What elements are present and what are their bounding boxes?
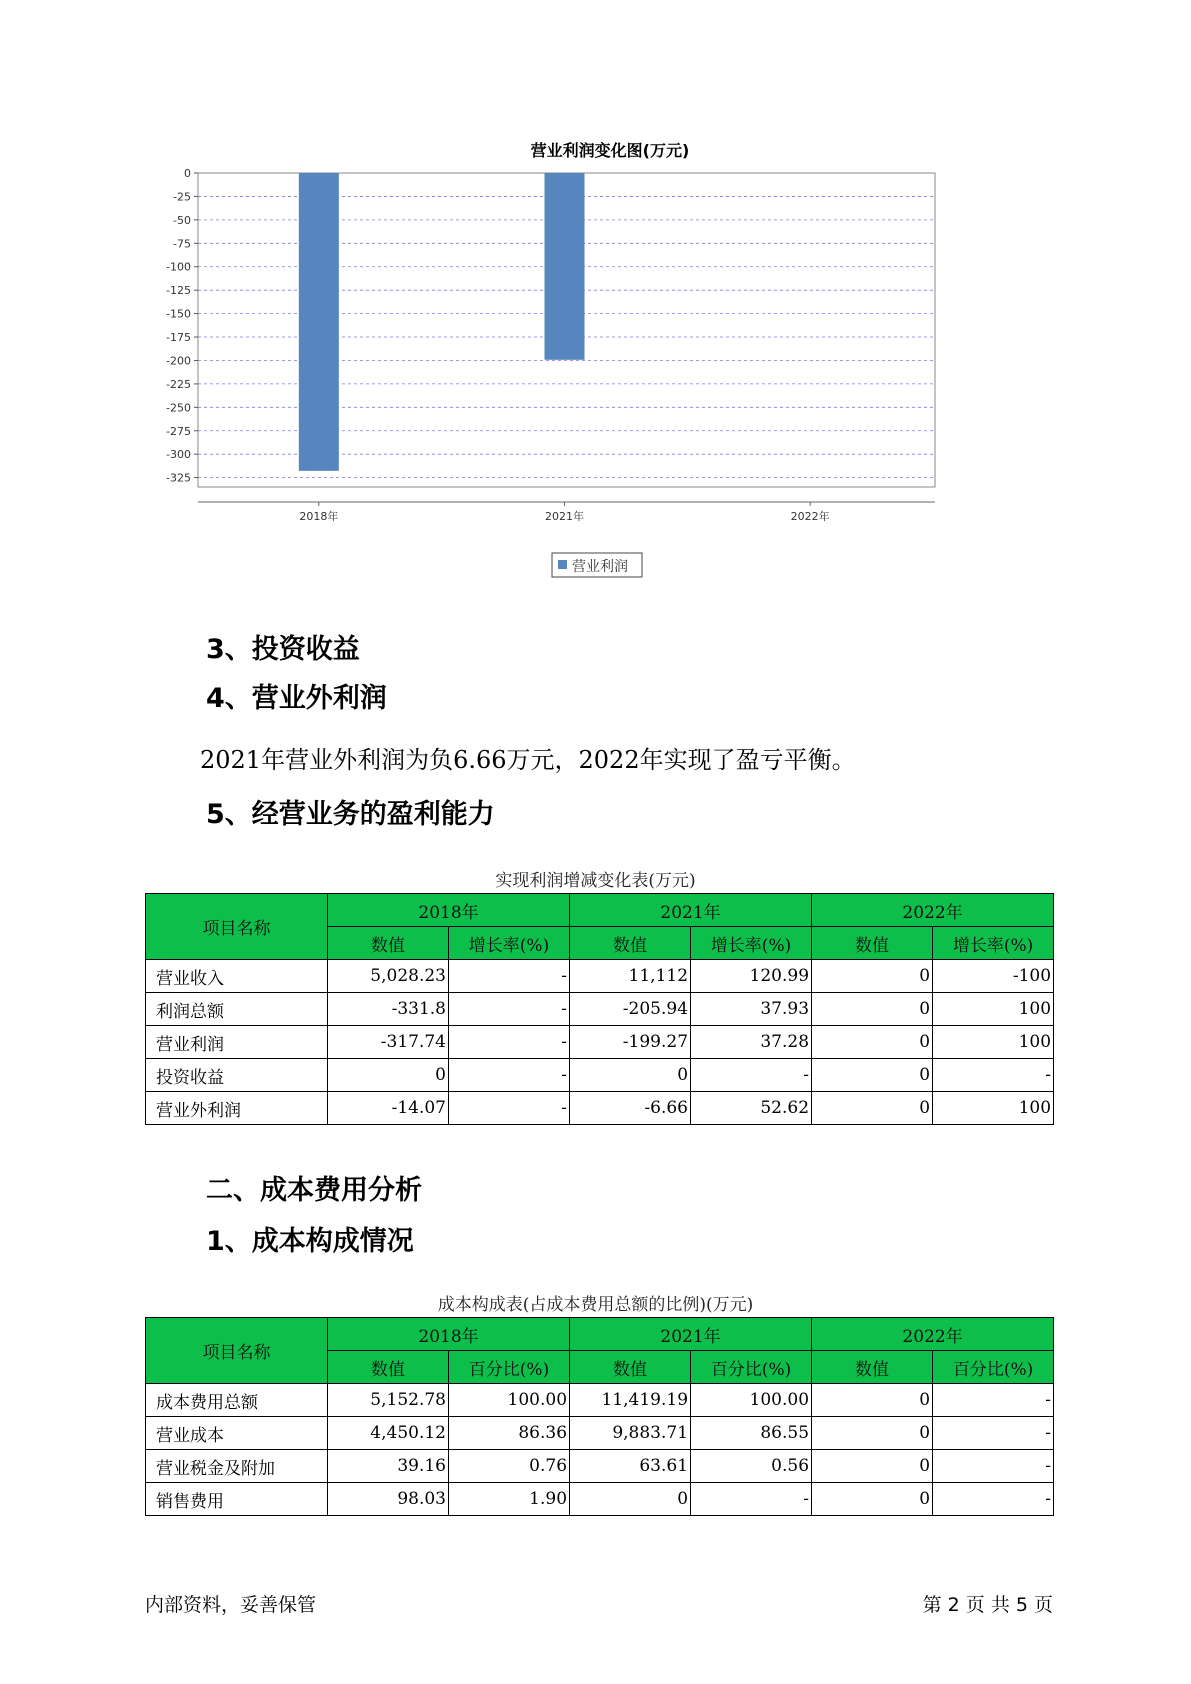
y-tick-label: -300: [166, 448, 191, 462]
y-tick-label: -25: [173, 190, 191, 204]
row-label: 销售费用: [146, 1483, 328, 1516]
operating-profit-chart: [150, 130, 1030, 600]
subheader: 增长率(%): [933, 927, 1054, 960]
y-tick-label: -75: [173, 237, 191, 251]
year-header: 2018年: [328, 894, 570, 927]
table-cell: 39.16: [328, 1450, 449, 1483]
table-cell: -: [933, 1483, 1054, 1516]
y-tick-label: 0: [184, 167, 191, 180]
table-cell: 5,028.23: [328, 960, 449, 993]
subheader: 增长率(%): [449, 927, 570, 960]
y-tick-label: -225: [166, 377, 191, 391]
cost-table-caption: 成本构成表(占成本费用总额的比例)(万元): [437, 1295, 754, 1315]
page-number: 第 2 页 共 5 页: [922, 1594, 1053, 1616]
x-tick-label: 2018年: [299, 510, 339, 523]
table-cell: 52.62: [691, 1092, 812, 1125]
table-cell: -317.74: [328, 1026, 449, 1059]
table-cell: -205.94: [570, 993, 691, 1026]
row-label: 投资收益: [146, 1059, 328, 1092]
row-label: 营业利润: [146, 1026, 328, 1059]
y-tick-label: -175: [166, 331, 191, 345]
table-cell: 63.61: [570, 1450, 691, 1483]
row-label: 营业收入: [146, 960, 328, 993]
cost-table: [145, 1317, 1054, 1516]
table-cell: 0: [812, 1059, 933, 1092]
table-cell: 0: [812, 960, 933, 993]
heading-investment-income: 3、投资收益: [206, 634, 360, 665]
y-tick-label: -200: [166, 354, 191, 368]
table-cell: 0.56: [691, 1450, 812, 1483]
table-cell: 98.03: [328, 1483, 449, 1516]
table-cell: -100: [933, 960, 1054, 993]
y-axis: [166, 167, 198, 485]
table-cell: 100: [933, 1092, 1054, 1125]
table-cell: 86.55: [691, 1417, 812, 1450]
subheader: 数值: [570, 927, 691, 960]
table-cell: -6.66: [570, 1092, 691, 1125]
bar: [299, 173, 339, 471]
table-cell: 100.00: [691, 1384, 812, 1417]
table-cell: -: [691, 1483, 812, 1516]
y-tick-label: -250: [166, 401, 191, 415]
table-cell: 11,419.19: [570, 1384, 691, 1417]
table-row: [146, 1483, 1054, 1516]
profit-table-body: [146, 960, 1054, 1125]
row-label: 成本费用总额: [146, 1384, 328, 1417]
table-cell: 5,152.78: [328, 1384, 449, 1417]
table-cell: 1.90: [449, 1483, 570, 1516]
table-row: [146, 1384, 1054, 1417]
table-cell: -: [449, 1092, 570, 1125]
row-label: 营业税金及附加: [146, 1450, 328, 1483]
table-cell: -: [933, 1384, 1054, 1417]
year-header: 2021年: [570, 894, 812, 927]
table-cell: 100: [933, 1026, 1054, 1059]
x-tick-label: 2021年: [545, 510, 584, 523]
x-tick-label: 2022年: [790, 510, 830, 523]
chart-title: 营业利润变化图(万元): [530, 141, 690, 160]
item-name-header: 项目名称: [146, 894, 328, 960]
table-cell: -: [449, 1026, 570, 1059]
table-cell: 0: [812, 1450, 933, 1483]
subheader: 数值: [328, 1351, 449, 1384]
table-cell: 37.28: [691, 1026, 812, 1059]
table-cell: 0: [812, 1026, 933, 1059]
table-cell: -: [933, 1059, 1054, 1092]
table-cell: 86.36: [449, 1417, 570, 1450]
table-row: [146, 1059, 1054, 1092]
legend-swatch: [558, 560, 567, 569]
subheader: 百分比(%): [933, 1351, 1054, 1384]
row-label: 营业外利润: [146, 1092, 328, 1125]
table-row: [146, 960, 1054, 993]
profit-table: [145, 893, 1054, 1125]
table-cell: 0.76: [449, 1450, 570, 1483]
nonoperating-profit-text: 2021年营业外利润为负6.66万元，2022年实现了盈亏平衡。: [200, 746, 856, 774]
table-cell: -: [449, 1059, 570, 1092]
table-cell: 0: [812, 1483, 933, 1516]
table-cell: 0: [328, 1059, 449, 1092]
y-tick-label: -325: [166, 471, 191, 485]
chart-legend: [552, 553, 642, 577]
table-cell: 120.99: [691, 960, 812, 993]
table-cell: 9,883.71: [570, 1417, 691, 1450]
year-header: 2022年: [812, 1318, 1054, 1351]
table-row: [146, 1092, 1054, 1125]
table-cell: 0: [812, 1384, 933, 1417]
table-cell: 0: [812, 1417, 933, 1450]
subheader: 数值: [812, 927, 933, 960]
subheader: 增长率(%): [691, 927, 812, 960]
table-cell: 0: [570, 1483, 691, 1516]
legend-label: 营业利润: [572, 559, 628, 575]
bar: [545, 173, 585, 360]
table-cell: -14.07: [328, 1092, 449, 1125]
heading-profitability: 5、经营业务的盈利能力: [206, 799, 495, 830]
table-cell: -: [691, 1059, 812, 1092]
table-row: [146, 993, 1054, 1026]
heading-cost-structure: 1、成本构成情况: [206, 1226, 414, 1257]
y-tick-label: -150: [166, 307, 191, 321]
subheader: 数值: [812, 1351, 933, 1384]
subheader: 百分比(%): [691, 1351, 812, 1384]
table-cell: 100.00: [449, 1384, 570, 1417]
year-header: 2021年: [570, 1318, 812, 1351]
y-tick-label: -125: [166, 284, 191, 298]
year-header: 2018年: [328, 1318, 570, 1351]
table-row: [146, 1450, 1054, 1483]
profit-table-caption: 实现利润增减变化表(万元): [495, 871, 696, 891]
y-tick-label: -100: [166, 260, 191, 274]
year-header: 2022年: [812, 894, 1054, 927]
y-tick-label: -275: [166, 424, 191, 438]
subheader: 百分比(%): [449, 1351, 570, 1384]
table-cell: -: [933, 1417, 1054, 1450]
table-cell: -: [449, 960, 570, 993]
item-name-header: 项目名称: [146, 1318, 328, 1384]
table-row: [146, 1417, 1054, 1450]
subheader: 数值: [570, 1351, 691, 1384]
table-cell: 11,112: [570, 960, 691, 993]
table-cell: 0: [570, 1059, 691, 1092]
heading-nonoperating-profit: 4、营业外利润: [206, 683, 387, 714]
table-cell: -331.8: [328, 993, 449, 1026]
table-cell: 100: [933, 993, 1054, 1026]
table-row: [146, 1026, 1054, 1059]
table-cell: 0: [812, 993, 933, 1026]
heading-cost-analysis: 二、成本费用分析: [206, 1175, 422, 1206]
subheader: 数值: [328, 927, 449, 960]
footer-confidential-note: 内部资料，妥善保管: [145, 1594, 317, 1616]
table-cell: 37.93: [691, 993, 812, 1026]
x-axis: [198, 502, 935, 523]
table-cell: -: [449, 993, 570, 1026]
table-cell: -199.27: [570, 1026, 691, 1059]
cost-table-body: [146, 1384, 1054, 1516]
table-cell: -: [933, 1450, 1054, 1483]
table-cell: 0: [812, 1092, 933, 1125]
y-tick-label: -50: [173, 213, 191, 227]
table-cell: 4,450.12: [328, 1417, 449, 1450]
row-label: 营业成本: [146, 1417, 328, 1450]
row-label: 利润总额: [146, 993, 328, 1026]
